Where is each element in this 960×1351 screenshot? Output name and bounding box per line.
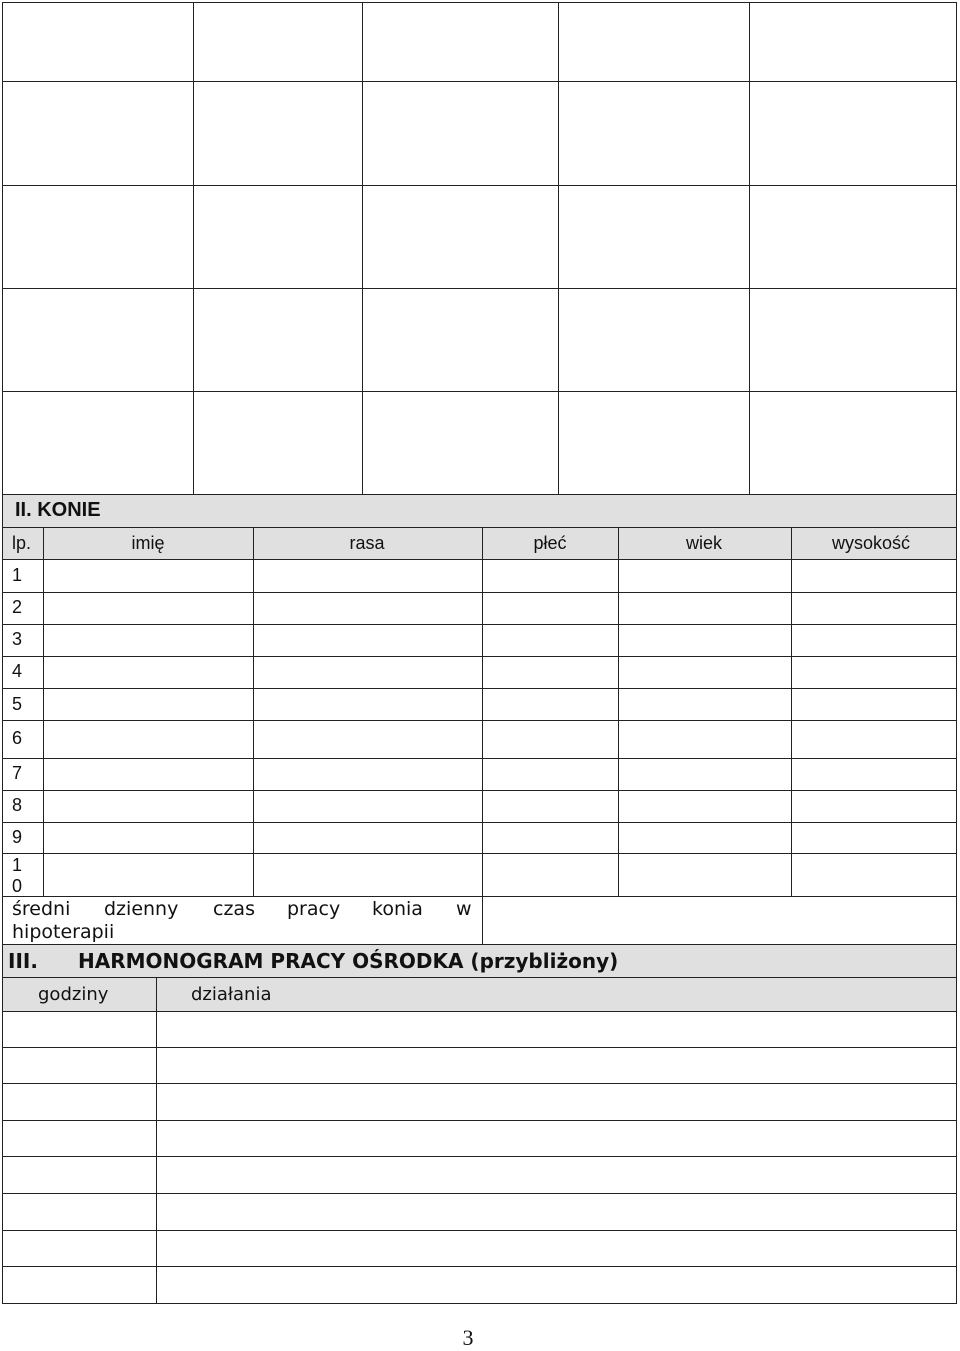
table-border (956, 494, 957, 528)
horses-row-border (2, 559, 957, 560)
schedule-col-header-hours: godziny (38, 984, 109, 1005)
table-border (2, 494, 957, 495)
horses-col-border (618, 527, 619, 897)
top-table-row-border (2, 185, 957, 186)
horses-col-border (791, 527, 792, 897)
horses-row-border (2, 720, 957, 721)
schedule-col-border (156, 977, 157, 1304)
schedule-col-header-activities: działania (191, 984, 272, 1005)
daily-work-label-word: konia (372, 898, 423, 920)
horses-col-border (956, 527, 957, 897)
horses-row-number-10-a: 1 (12, 855, 23, 875)
daily-work-label-line2: hipoterapii (12, 921, 115, 943)
horses-col-header-4: wiek (685, 533, 722, 553)
daily-work-label-word: czas (213, 898, 255, 920)
horses-row-number: 7 (12, 763, 23, 783)
top-table-col-border (2, 2, 3, 495)
horses-row-number: 5 (12, 694, 23, 714)
schedule-row-border (2, 1266, 957, 1267)
table-border (2, 944, 3, 978)
horses-row-border (2, 790, 957, 791)
daily-work-label-word: pracy (287, 898, 341, 920)
page-number: 3 (462, 1325, 474, 1350)
horses-row-number: 3 (12, 629, 23, 649)
horses-col-header-3: płeć (533, 533, 567, 553)
top-table-col-border (362, 2, 363, 495)
table-border (482, 896, 483, 945)
schedule-row-border (2, 1011, 957, 1012)
horses-row-border (2, 758, 957, 759)
top-table-col-border (558, 2, 559, 495)
daily-work-label-word: dzienny (104, 898, 179, 920)
horses-heading-bg (3, 495, 956, 527)
schedule-header-bg (3, 978, 956, 1011)
horses-col-header-5: wysokość (831, 533, 911, 553)
horses-row-border (2, 592, 957, 593)
horses-col-header-0: lp. (12, 533, 32, 553)
horses-row-number: 6 (12, 728, 23, 748)
horses-row-number: 4 (12, 661, 23, 681)
horses-row-number: 2 (12, 597, 23, 617)
horses-row-border (2, 624, 957, 625)
table-border (956, 944, 957, 978)
horses-col-border (482, 527, 483, 897)
horses-col-border (253, 527, 254, 897)
horses-row-border (2, 853, 957, 854)
horses-row-number: 8 (12, 795, 23, 815)
schedule-row-border (2, 977, 957, 978)
schedule-row-border (2, 1230, 957, 1231)
horses-row-border (2, 896, 957, 897)
top-table-row-border (2, 288, 957, 289)
schedule-row-border (2, 1047, 957, 1048)
horses-col-border (43, 527, 44, 897)
daily-work-label-word: średni (12, 898, 71, 920)
daily-work-label-word: w (456, 898, 472, 920)
horses-row-number: 9 (12, 827, 23, 847)
horses-row-border (2, 688, 957, 689)
horses-row-number-10-b: 0 (12, 876, 23, 896)
schedule-row-border (2, 1156, 957, 1157)
horses-row-border (2, 656, 957, 657)
top-table-row-border (2, 2, 957, 3)
schedule-row-border (2, 1120, 957, 1121)
horses-col-header-1: imię (131, 533, 165, 553)
horses-row-border (2, 527, 957, 528)
top-table-col-border (749, 2, 750, 495)
top-table-row-border (2, 391, 957, 392)
schedule-row-border (2, 1083, 957, 1084)
horses-row-border (2, 822, 957, 823)
schedule-col-border (2, 977, 3, 1304)
table-border (2, 896, 3, 945)
table-border (956, 896, 957, 945)
schedule-row-border (2, 1303, 957, 1304)
schedule-row-border (2, 1193, 957, 1194)
horses-heading: II. KONIE (15, 499, 101, 521)
schedule-col-border (956, 977, 957, 1304)
horses-col-border (2, 527, 3, 897)
schedule-heading-number: III. (8, 949, 38, 973)
top-table-col-border (956, 2, 957, 495)
horses-col-header-2: rasa (349, 533, 385, 553)
top-table-col-border (193, 2, 194, 495)
schedule-heading-title: HARMONOGRAM PRACY OŚRODKA (przybliżony) (78, 949, 619, 973)
top-table-row-border (2, 81, 957, 82)
table-border (2, 494, 3, 528)
horses-row-number: 1 (12, 565, 23, 585)
